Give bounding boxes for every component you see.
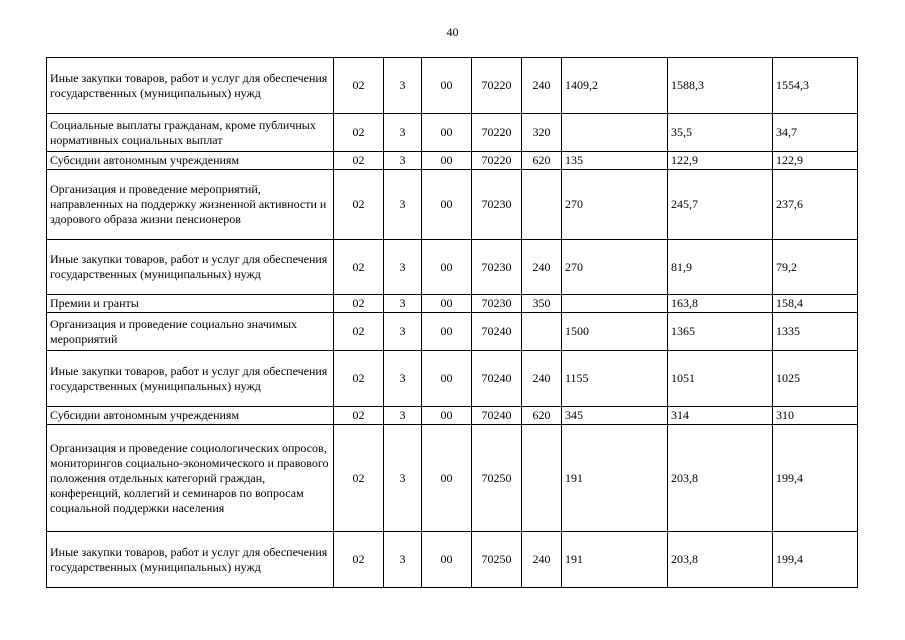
row-name: Иные закупки товаров, работ и услуг для обеспечения государственных (муниципальных) нужд: [47, 351, 334, 407]
row-name: Социальные выплаты гражданам, кроме публичных нормативных социальных выплат: [47, 114, 334, 152]
expense-type-code: 350: [522, 295, 562, 313]
target-article-code: 70250: [472, 532, 522, 588]
target-article-code: 70230: [472, 240, 522, 295]
subsection-code: 3: [384, 532, 422, 588]
section-code: 02: [334, 295, 384, 313]
expense-type-code: [522, 313, 562, 351]
section-code: 02: [334, 313, 384, 351]
amount-1: 191: [562, 532, 668, 588]
amount-3: 1025: [773, 351, 858, 407]
amount-3: 237,6: [773, 170, 858, 240]
table-row: [47, 152, 858, 170]
table-row: [47, 313, 858, 351]
section-code: 02: [334, 170, 384, 240]
section-code: 02: [334, 152, 384, 170]
table-row: [47, 407, 858, 425]
row-name: Иные закупки товаров, работ и услуг для обеспечения государственных (муниципальных) нужд: [47, 240, 334, 295]
amount-3: 34,7: [773, 114, 858, 152]
amount-2: 314: [668, 407, 773, 425]
amount-3: 1335: [773, 313, 858, 351]
table-row: [47, 114, 858, 152]
amount-2: 35,5: [668, 114, 773, 152]
row-name: Организация и проведение мероприятий, направленных на поддержку жизненной активности и здорового образа жизни пенсионеров: [47, 170, 334, 240]
amount-2: 1365: [668, 313, 773, 351]
row-name: Иные закупки товаров, работ и услуг для обеспечения государственных (муниципальных) нужд: [47, 532, 334, 588]
expense-type-code: 240: [522, 58, 562, 114]
table-row: [47, 532, 858, 588]
amount-3: 310: [773, 407, 858, 425]
row-name: Премии и гранты: [47, 295, 334, 313]
expense-type-code: 620: [522, 152, 562, 170]
amount-1: 270: [562, 170, 668, 240]
program-code: 00: [422, 295, 472, 313]
amount-2: 203,8: [668, 532, 773, 588]
amount-2: 1588,3: [668, 58, 773, 114]
expense-type-code: [522, 425, 562, 532]
amount-1: 1409,2: [562, 58, 668, 114]
subsection-code: 3: [384, 295, 422, 313]
amount-2: 1051: [668, 351, 773, 407]
program-code: 00: [422, 152, 472, 170]
amount-1: 135: [562, 152, 668, 170]
program-code: 00: [422, 170, 472, 240]
amount-1: 270: [562, 240, 668, 295]
section-code: 02: [334, 240, 384, 295]
row-name: Иные закупки товаров, работ и услуг для обеспечения государственных (муниципальных) нужд: [47, 58, 334, 114]
amount-3: 122,9: [773, 152, 858, 170]
program-code: 00: [422, 58, 472, 114]
amount-3: 199,4: [773, 425, 858, 532]
amount-2: 203,8: [668, 425, 773, 532]
subsection-code: 3: [384, 114, 422, 152]
target-article-code: 70220: [472, 152, 522, 170]
subsection-code: 3: [384, 407, 422, 425]
program-code: 00: [422, 240, 472, 295]
section-code: 02: [334, 114, 384, 152]
program-code: 00: [422, 313, 472, 351]
section-code: 02: [334, 407, 384, 425]
program-code: 00: [422, 114, 472, 152]
amount-1: 345: [562, 407, 668, 425]
subsection-code: 3: [384, 240, 422, 295]
target-article-code: 70230: [472, 295, 522, 313]
budget-table: [46, 57, 858, 588]
target-article-code: 70240: [472, 407, 522, 425]
program-code: 00: [422, 425, 472, 532]
row-name: Организация и проведение социологических опросов, мониторингов социально-экономического и правового положения отдельных категорий граждан, конференций, коллегий и семинаров по вопросам социальной поддержки населения: [47, 425, 334, 532]
amount-1: [562, 295, 668, 313]
amount-1: 191: [562, 425, 668, 532]
page-number: 40: [446, 25, 459, 39]
expense-type-code: 240: [522, 351, 562, 407]
expense-type-code: 240: [522, 240, 562, 295]
target-article-code: 70250: [472, 425, 522, 532]
amount-2: 122,9: [668, 152, 773, 170]
expense-type-code: 240: [522, 532, 562, 588]
program-code: 00: [422, 407, 472, 425]
amount-3: 158,4: [773, 295, 858, 313]
amount-3: 1554,3: [773, 58, 858, 114]
subsection-code: 3: [384, 313, 422, 351]
table-row: [47, 351, 858, 407]
subsection-code: 3: [384, 170, 422, 240]
target-article-code: 70230: [472, 170, 522, 240]
section-code: 02: [334, 58, 384, 114]
subsection-code: 3: [384, 351, 422, 407]
section-code: 02: [334, 351, 384, 407]
expense-type-code: 320: [522, 114, 562, 152]
subsection-code: 3: [384, 58, 422, 114]
row-name: Организация и проведение социально значимых мероприятий: [47, 313, 334, 351]
expense-type-code: [522, 170, 562, 240]
amount-2: 81,9: [668, 240, 773, 295]
table-row: [47, 170, 858, 240]
section-code: 02: [334, 425, 384, 532]
row-name: Субсидии автономным учреждениям: [47, 152, 334, 170]
subsection-code: 3: [384, 425, 422, 532]
expense-type-code: 620: [522, 407, 562, 425]
program-code: 00: [422, 351, 472, 407]
amount-2: 245,7: [668, 170, 773, 240]
table-row: [47, 58, 858, 114]
table-row: [47, 240, 858, 295]
table-row: [47, 295, 858, 313]
program-code: 00: [422, 532, 472, 588]
amount-1: 1155: [562, 351, 668, 407]
section-code: 02: [334, 532, 384, 588]
subsection-code: 3: [384, 152, 422, 170]
row-name: Субсидии автономным учреждениям: [47, 407, 334, 425]
amount-1: 1500: [562, 313, 668, 351]
target-article-code: 70240: [472, 351, 522, 407]
target-article-code: 70240: [472, 313, 522, 351]
amount-1: [562, 114, 668, 152]
table-row: [47, 425, 858, 532]
amount-3: 79,2: [773, 240, 858, 295]
target-article-code: 70220: [472, 114, 522, 152]
target-article-code: 70220: [472, 58, 522, 114]
amount-2: 163,8: [668, 295, 773, 313]
amount-3: 199,4: [773, 532, 858, 588]
